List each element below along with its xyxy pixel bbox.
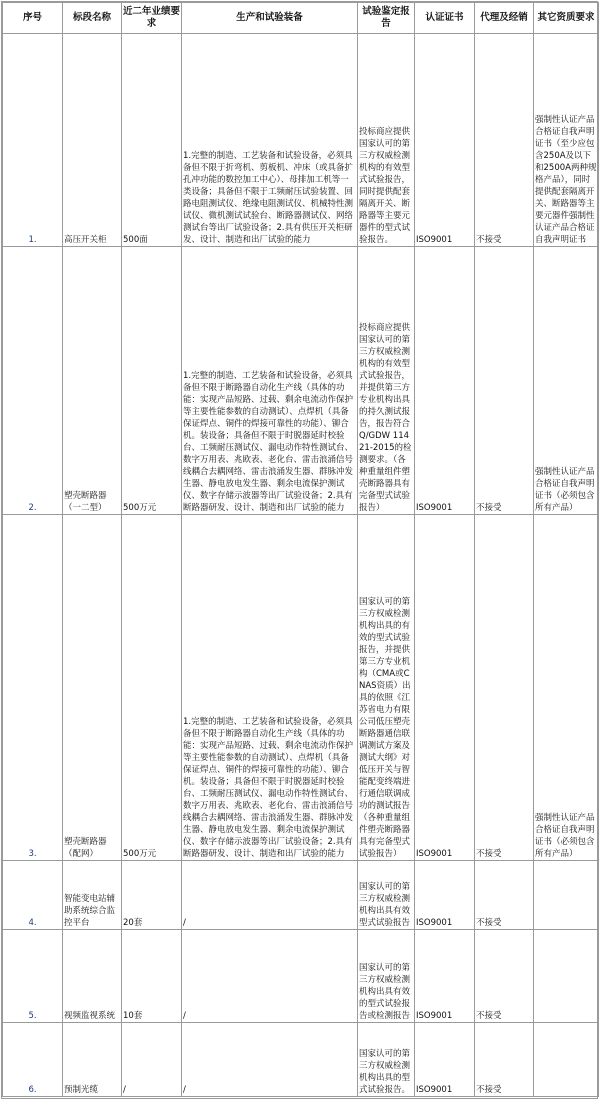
header-agency: 代理及经销 — [475, 3, 534, 34]
row-index: 4. — [3, 861, 63, 930]
row-equipment: / — [182, 930, 358, 1023]
qualification-table — [2, 2, 599, 1097]
row-performance: 20套 — [122, 861, 182, 930]
row-performance: 500面 — [122, 34, 182, 247]
table-row — [3, 247, 599, 515]
row-other — [534, 1023, 599, 1097]
row-certification: ISO9001 — [415, 515, 475, 861]
header-performance: 近二年业绩要求 — [122, 3, 182, 34]
row-agency: 不接受 — [475, 930, 534, 1023]
row-equipment: 1.完整的制造、工艺装备和试验设备，必须具备但不限于断路器自动化生产线（具体的功能：实现产品短路、过载、剩余电流动作保护等主要性能参数的自动测试）、点焊机（具备保证焊点、铜件的焊接可靠性的功能）、铆合机。装设备；具备但不限于时脱器延时校验台、工频耐压测试仪、漏电动作特性测试台、数字万用表、兆欧表、老化台、雷击浪涌信号线耦合去耦网络、雷击浪涌发生器、群脉冲发生器、静电放电发生器、剩余电流保护测试仪、数字存储示波器等出厂试验设备；2.具有断路器研发、设计、制造和出厂试验的能力 — [182, 515, 358, 861]
row-certification: ISO9001 — [415, 247, 475, 515]
row-equipment: / — [182, 861, 358, 930]
row-test-report: 国家认可的第三方权威检测机构出具的型式试验报告。 — [358, 1023, 415, 1097]
header-row — [3, 3, 599, 34]
row-agency: 不接受 — [475, 247, 534, 515]
row-test-report: 投标商应提供国家认可的第三方权威检测机构的有效型式试验报告，同时提供配套隔离开关、断路器等主要元器件的型式试验报告。 — [358, 34, 415, 247]
row-performance: / — [122, 1023, 182, 1097]
row-equipment: / — [182, 1023, 358, 1097]
row-name: 塑壳断路器（一二型） — [63, 247, 122, 515]
row-performance: 10套 — [122, 930, 182, 1023]
row-other — [534, 861, 599, 930]
header-name: 标段名称 — [63, 3, 122, 34]
row-name: 预制光缆 — [63, 1023, 122, 1097]
table-row — [3, 861, 599, 930]
table-row — [3, 930, 599, 1023]
table-row — [3, 515, 599, 861]
row-test-report: 国家认可的第三方权威检测机构出具的有效的型式试验报告，并提供第三方专业机构（CMA或CNAS资质）出具的依照《江苏省电力有限公司低压塑壳断路器通信联调测试方案及测试大纲》对低压开关与智能配变终端进行通信联调成功的测试报告（各种重量组件塑壳断路器具有完备型式试验报告） — [358, 515, 415, 861]
table-row — [3, 34, 599, 247]
row-name: 智能变电站辅助系统综合监控平台 — [63, 861, 122, 930]
row-agency: 不接受 — [475, 34, 534, 247]
row-index: 2. — [3, 247, 63, 515]
row-certification: ISO9001 — [415, 1023, 475, 1097]
row-agency: 不接受 — [475, 515, 534, 861]
header-equipment: 生产和试验装备 — [182, 3, 358, 34]
row-performance: 500万元 — [122, 515, 182, 861]
table-row — [3, 1023, 599, 1097]
row-certification: ISO9001 — [415, 930, 475, 1023]
row-index: 3. — [3, 515, 63, 861]
row-equipment: 1.完整的制造、工艺装备和试验设备，必须具备但不限于断路器自动化生产线（具体的功能：实现产品短路、过载、剩余电流动作保护等主要性能参数的自动测试）、点焊机（具备保证焊点、铜件的焊接可靠性的功能）、铆合机。装设备；具备但不限于时脱器延时校验台、工频耐压测试仪、漏电动作特性测试台、数字万用表、兆欧表、老化台、雷击浪涌信号线耦合去耦网络、雷击浪涌发生器、群脉冲发生器、静电放电发生器、剩余电流保护测试仪、数字存储示波器等出厂试验设备；2.具有断路器研发、设计、制造和出厂试验的能力 — [182, 247, 358, 515]
header-other: 其它资质要求 — [534, 3, 599, 34]
header-test-report: 试验鉴定报告 — [358, 3, 415, 34]
row-equipment: 1.完整的制造、工艺装备和试验设备，必须具备但不限于折弯机、剪板机、冲床（或具备扩孔冲功能的数控加工中心）、母排加工机等一类设备；具备但不限于工频耐压试验装置、回路电阻测试仪、绝缘电阻测试仪、机械特性测试仪、微机测试试验台、断路器测试仪、网络测试台等出厂试验设备；2.具有供压开关柜研发、设计、制造和出厂试验的能力 — [182, 34, 358, 247]
row-agency: 不接受 — [475, 861, 534, 930]
row-certification: ISO9001 — [415, 861, 475, 930]
row-other: 强制性认证产品合格证自我声明证书（必须包含所有产品） — [534, 515, 599, 861]
row-other — [534, 930, 599, 1023]
row-other: 强制性认证产品合格证自我声明证书（至少应包含250A及以下和2500A两种规格产品），同时提供配套隔离开关、断路器等主要元器件强制性认证产品合格证自我声明证书 — [534, 34, 599, 247]
row-index: 1. — [3, 34, 63, 247]
row-test-report: 国家认可的第三方权威检测机构出具有效型式试验报告 — [358, 861, 415, 930]
row-other: 强制性认证产品合格证自我声明证书（必须包含所有产品） — [534, 247, 599, 515]
header-index: 序号 — [3, 3, 63, 34]
header-certification: 认证证书 — [415, 3, 475, 34]
row-index: 5. — [3, 930, 63, 1023]
row-agency: 不接受 — [475, 1023, 534, 1097]
row-name: 高压开关柜 — [63, 34, 122, 247]
row-performance: 500万元 — [122, 247, 182, 515]
row-test-report: 国家认可的第三方权威检测机构出具有效的型式试验报告或检测报告 — [358, 930, 415, 1023]
row-test-report: 投标商应提供国家认可的第三方权威检测机构的有效型式试验报告，并提供第三方专业机构出具的持久测试报告，报告符合Q/GDW 11421-2015的检测要求。（各种重量组件塑壳断路器具有完备型式试验报告） — [358, 247, 415, 515]
row-index: 6. — [3, 1023, 63, 1097]
row-name: 视频监视系统 — [63, 930, 122, 1023]
row-name: 塑壳断路器（配网） — [63, 515, 122, 861]
row-certification: ISO9001 — [415, 34, 475, 247]
